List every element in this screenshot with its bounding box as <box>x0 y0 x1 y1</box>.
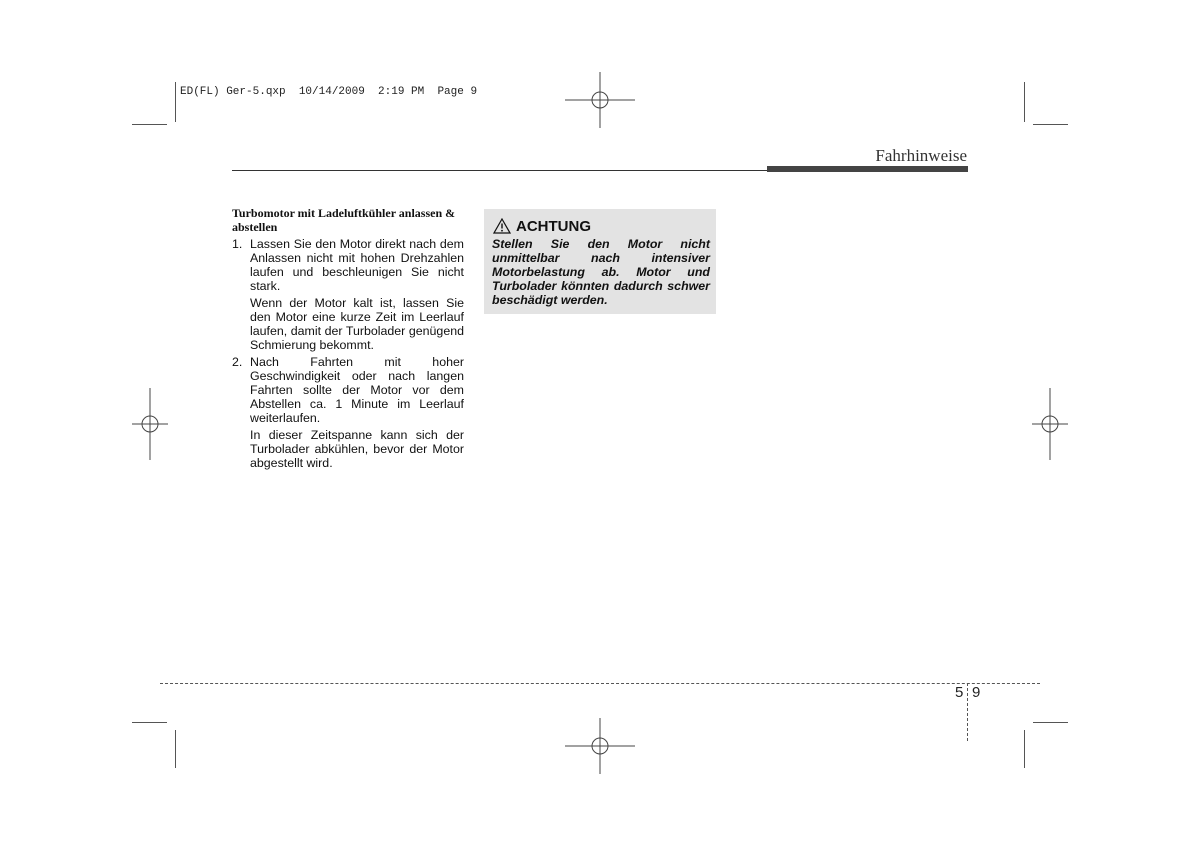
footer-rule <box>160 683 1040 684</box>
list-item <box>232 237 464 355</box>
page-number-separator <box>967 683 968 741</box>
chapter-number: 5 <box>955 684 964 701</box>
list-number: 2. <box>232 355 243 369</box>
list-item <box>232 355 464 473</box>
print-slug: ED(FL) Ger-5.qxp 10/14/2009 2:19 PM Page 9 <box>180 86 478 98</box>
list-item-text <box>250 355 464 473</box>
warning-triangle-icon <box>493 218 511 234</box>
registration-mark-icon <box>132 388 168 460</box>
list-number: 1. <box>232 237 243 251</box>
paragraph: Nach Fahrten mit hoher Geschwindigkeit oder nach langen Fahrten sollte der Motor vor dem Abstellen ca. 1 Minute im Leerlauf weiterlaufen. <box>250 355 464 425</box>
paragraph: Wenn der Motor kalt ist, lassen Sie den Motor eine kurze Zeit im Leerlauf laufen, damit der Turbolader genügend Schmierung bekommt. <box>250 296 464 352</box>
crop-mark <box>132 124 167 125</box>
list-item-text <box>250 237 464 355</box>
crop-mark <box>132 722 167 723</box>
crop-mark <box>1024 82 1025 122</box>
section-title: Fahrhinweise <box>875 146 967 165</box>
registration-mark-icon <box>565 718 635 774</box>
crop-mark <box>175 730 176 768</box>
crop-mark <box>1033 124 1068 125</box>
paragraph: In dieser Zeitspanne kann sich der Turbolader abkühlen, bevor der Motor abgestellt wird. <box>250 428 464 470</box>
crop-mark <box>1024 730 1025 768</box>
crop-mark <box>1033 722 1068 723</box>
header-rule-bar <box>767 166 968 172</box>
registration-mark-icon <box>1032 388 1068 460</box>
subsection-heading: Turbomotor mit Ladeluftkühler anlassen & abstellen <box>232 206 456 234</box>
warning-box <box>484 209 716 314</box>
warning-text: Stellen Sie den Motor nicht unmittelbar nach intensiver Motorbelastung ab. Motor und Turbolader könnten dadurch schwer beschädigt werden. <box>492 237 710 307</box>
registration-mark-icon <box>565 72 635 128</box>
warning-title: ACHTUNG <box>516 217 591 235</box>
crop-mark <box>175 82 176 122</box>
paragraph: Lassen Sie den Motor direkt nach dem Anlassen nicht mit hohen Drehzahlen laufen und beschleunigen Sie nicht stark. <box>250 237 464 293</box>
page-number: 9 <box>972 684 981 701</box>
header-rule <box>232 170 767 171</box>
warning-header <box>493 217 591 235</box>
content-column <box>232 207 464 473</box>
